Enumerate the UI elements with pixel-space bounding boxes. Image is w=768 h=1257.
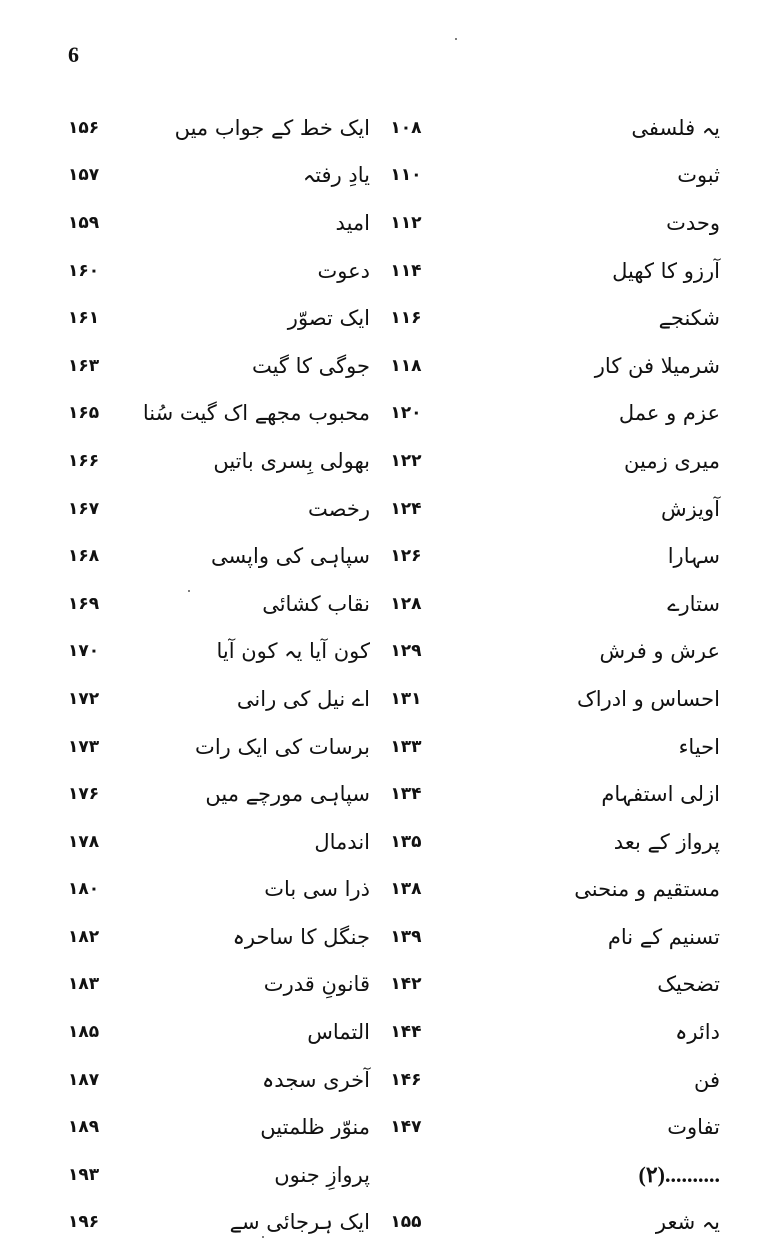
toc-entry-page: ۱۲۴ [390,498,422,519]
toc-entry-title: پرواز کے بعد [613,829,720,854]
toc-entry-page: ۱۲۰ [390,403,422,424]
toc-entry-page: ۱۵۶ [68,117,100,138]
toc-entry-page: ۱۷۶ [68,784,100,805]
toc-entry-title: سہارا [667,544,720,569]
toc-row [0,1103,768,1151]
toc-row [0,913,768,961]
toc-entry-page: ۱۸۷ [68,1069,100,1090]
toc-entry-title: تفاوت [667,1115,720,1140]
toc-entry-title: ذرا سی بات [264,877,370,902]
toc-entry-page: ۱۸۰ [68,879,100,900]
toc-entry-page: ۱۴۶ [390,1069,422,1090]
toc-row [0,199,768,247]
toc-entry-page: ۱۶۹ [68,593,100,614]
toc-row [0,675,768,723]
toc-entry-page: ۱۷۰ [68,641,100,662]
toc-row [0,1199,768,1247]
toc-entry-page: ۱۲۸ [390,593,422,614]
toc-row [0,437,768,485]
toc-entry-title: ایک تصوّر [287,306,370,331]
toc-entry-title: تضحیک [657,972,720,997]
toc-row [0,580,768,628]
toc-entry-title: آویزش [660,496,720,521]
toc-entry-page: ۱۷۸ [68,831,100,852]
toc-entry-page: ۱۸۳ [68,974,100,995]
toc-row [0,485,768,533]
toc-entry-title: رخصت [308,496,370,521]
toc-entry-title: احساس و ادراک [576,686,720,711]
toc-entry-page: ۱۱۴ [390,260,422,281]
toc-row [0,723,768,771]
toc-entry-title: یہ فلسفی [631,115,720,140]
scan-speck [455,38,457,40]
toc-entry-title: احیاء [678,734,720,759]
toc-entry-title: بھولی بِسری باتیں [213,448,370,473]
toc-entry-title: دعوت [317,258,370,283]
toc-row [0,1056,768,1104]
toc-entry-page: ۱۸۲ [68,926,100,947]
toc-entry-title: جوگی کا گیت [251,353,370,378]
toc-entry-title: محبوب مجھے اک گیت سُنا [142,401,370,426]
toc-entry-page: ۱۶۱ [68,308,100,329]
toc-row [0,390,768,438]
toc-entry-page: ۱۴۷ [390,1117,422,1138]
toc-entry-page: ۱۶۸ [68,546,100,567]
toc-entry-title: کون آیا یہ کون آیا [216,639,370,664]
toc-entry-page: ۱۳۴ [390,784,422,805]
toc-entry-title: ثبوت [677,163,720,188]
toc-row [0,628,768,676]
toc-entry-title: نقاب کشائی [262,591,370,616]
toc-entry-page: ۱۸۹ [68,1117,100,1138]
toc-entry-title: شرمیلا فن کار [594,353,720,378]
toc-entry-title: یہ شعر [655,1210,720,1235]
toc-entry-page: ۱۱۸ [390,355,422,376]
toc-entry-title: برسات کی ایک رات [195,734,370,759]
toc-row [0,104,768,152]
toc-entry-title: میری زمین [624,448,720,473]
toc-entry-page: ۱۶۶ [68,450,100,471]
toc-entry-title: آرزو کا کھیل [612,258,720,283]
toc-entry-title: التماس [307,1020,370,1045]
toc-entry-page: ۱۸۵ [68,1022,100,1043]
toc-entry-title: تسنیم کے نام [607,924,720,949]
toc-entry-title: اندمال [314,829,370,854]
toc-row [0,247,768,295]
toc-entry-page: ۱۰۸ [390,117,422,138]
table-of-contents [0,104,768,1246]
toc-entry-page: ۱۱۶ [390,308,422,329]
toc-entry-page: ۱۵۵ [390,1212,422,1233]
toc-entry-page: ۱۶۷ [68,498,100,519]
toc-row [0,532,768,580]
toc-row [0,342,768,390]
toc-entry-page: ۱۳۱ [390,688,422,709]
toc-entry-page: ۱۲۶ [390,546,422,567]
toc-entry-page: ۱۳۹ [390,926,422,947]
toc-entry-title: یادِ رفتہ [302,163,370,188]
toc-entry-title: فن [693,1067,720,1092]
toc-entry-title: آخری سجدہ [262,1067,370,1092]
toc-row [0,1151,768,1199]
toc-entry-page: ۱۹۳ [68,1164,100,1185]
toc-entry-page: ۱۳۳ [390,736,422,757]
toc-row [0,152,768,200]
toc-entry-page: ۱۶۳ [68,355,100,376]
toc-entry-title: مستقیم و منحنی [574,877,720,902]
toc-entry-title: شکنجے [658,306,720,331]
toc-entry-title: پروازِ جنوں [274,1162,370,1187]
toc-entry-page: ۱۷۳ [68,736,100,757]
toc-entry-page: ۱۵۹ [68,212,100,233]
toc-entry-page: ۱۹۶ [68,1212,100,1233]
toc-entry-page: ۱۷۲ [68,688,100,709]
toc-entry-title: اے نیل کی رانی [236,686,370,711]
toc-entry-title: قانونِ قدرت [263,972,370,997]
toc-row [0,1008,768,1056]
toc-entry-page: ۱۵۷ [68,165,100,186]
toc-entry-title: ایک ہرجائی سے [229,1210,370,1235]
toc-row [0,961,768,1009]
toc-entry-page: ۱۱۲ [390,212,422,233]
toc-entry-page: ۱۶۵ [68,403,100,424]
toc-entry-page: ۱۱۰ [390,165,422,186]
toc-entry-title: امید [335,210,370,235]
toc-entry-title: وحدت [666,210,720,235]
toc-entry-title: جنگل کا ساحرہ [232,924,370,949]
toc-entry-title: ازلی استفہام [601,782,720,807]
toc-row [0,770,768,818]
toc-entry-title: دائرہ [675,1020,720,1045]
toc-row [0,818,768,866]
page-number: 6 [68,42,79,67]
toc-entry-page: ۱۲۹ [390,641,422,662]
toc-entry-title: ایک خط کے جواب میں [174,115,370,140]
toc-row [0,866,768,914]
toc-entry-title: ستارے [667,591,720,616]
toc-row [0,294,768,342]
toc-entry-page: ۱۴۴ [390,1022,422,1043]
toc-entry-title: عرش و فرش [599,639,720,664]
section-marker: (۲).......... [638,1161,720,1187]
toc-entry-page: ۱۲۲ [390,450,422,471]
toc-entry-page: ۱۳۵ [390,831,422,852]
toc-entry-title: سپاہی کی واپسی [210,544,370,569]
toc-entry-page: ۱۴۲ [390,974,422,995]
toc-entry-title: عزم و عمل [618,401,720,426]
toc-entry-page: ۱۳۸ [390,879,422,900]
toc-entry-page: ۱۶۰ [68,260,100,281]
toc-entry-title: سپاہی مورچے میں [205,782,370,807]
toc-entry-title: منوّر ظلمتیں [260,1115,370,1140]
